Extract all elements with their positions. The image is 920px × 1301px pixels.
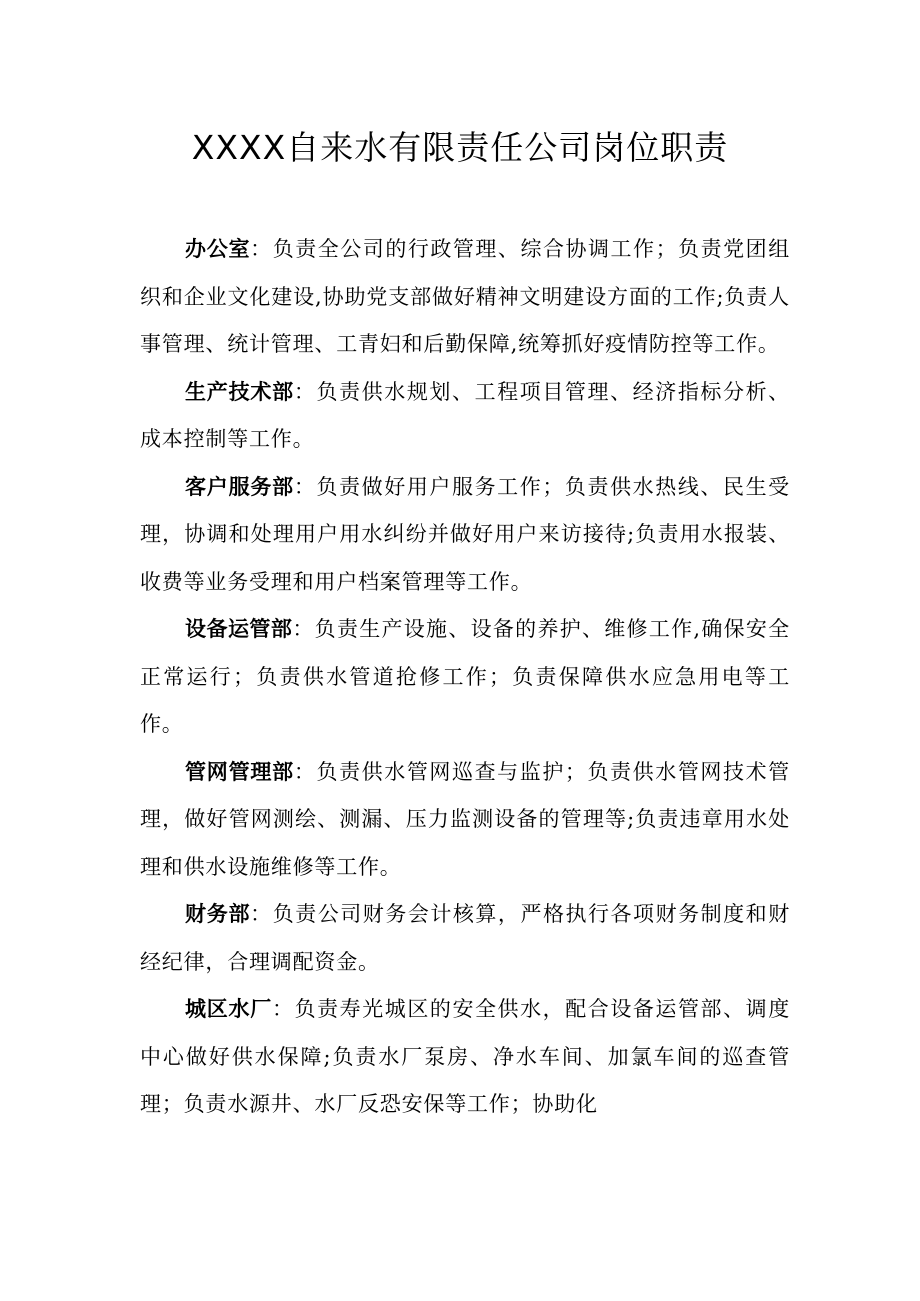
section-pipe-network bbox=[140, 749, 790, 892]
document-body bbox=[140, 226, 790, 1129]
section-customer-service bbox=[140, 464, 790, 607]
dept-separator: ： bbox=[250, 237, 273, 261]
dept-description: 负责全公司的行政管理、综合协调工作；负责党团组织和企业文化建设,协助党支部做好精神文明建设方面的工作;负责人事管理、统计管理、工青妇和后勤保障,统筹抓好疫情防控等工作。 bbox=[140, 237, 790, 356]
dept-description: 负责寿光城区的安全供水，配合设备运管部、调度中心做好供水保障;负责水厂泵房、净水车间、加氯车间的巡查管理；负责水源井、水厂反恐安保等工作；协助化 bbox=[140, 997, 790, 1116]
dept-separator: ： bbox=[293, 759, 317, 784]
dept-description: 负责生产设施、设备的养护、维修工作,确保安全正常运行；负责供水管道抢修工作；负责保障供水应急用电等工作。 bbox=[140, 617, 790, 736]
dept-separator: ： bbox=[292, 617, 315, 641]
section-office bbox=[140, 226, 790, 369]
document-title: XXXX自来水有限责任公司岗位职责 bbox=[191, 128, 729, 167]
dept-description: 负责做好用户服务工作；负责供水热线、民生受理，协调和处理用户用水纠纷并做好用户来访接待;负责用水报装、收费等业务受理和用户档案管理等工作。 bbox=[140, 474, 790, 594]
dept-description: 负责公司财务会计核算，严格执行各项财务制度和财经纪律，合理调配资金。 bbox=[140, 902, 790, 974]
dept-separator: ： bbox=[293, 474, 317, 499]
section-production-tech bbox=[140, 369, 790, 464]
dept-name: 办公室 bbox=[185, 237, 251, 261]
section-finance bbox=[140, 891, 790, 986]
dept-name: 财务部 bbox=[185, 902, 251, 926]
section-equipment-ops bbox=[140, 606, 790, 749]
dept-name: 管网管理部 bbox=[185, 759, 294, 784]
dept-name: 设备运管部 bbox=[185, 617, 293, 641]
dept-description: 负责供水管网巡查与监护；负责供水管网技术管理，做好管网测绘、测漏、压力监测设备的管理等;负责违章用水处理和供水设施维修等工作。 bbox=[140, 759, 790, 879]
dept-description: 负责供水规划、工程项目管理、经济指标分析、成本控制等工作。 bbox=[140, 379, 790, 451]
section-city-waterworks bbox=[140, 986, 790, 1129]
dept-name: 生产技术部 bbox=[185, 379, 294, 404]
dept-separator: ： bbox=[272, 997, 295, 1021]
dept-name: 城区水厂 bbox=[185, 997, 273, 1021]
dept-name: 客户服务部 bbox=[185, 474, 294, 499]
dept-separator: ： bbox=[293, 379, 317, 404]
dept-separator: ： bbox=[250, 902, 273, 926]
